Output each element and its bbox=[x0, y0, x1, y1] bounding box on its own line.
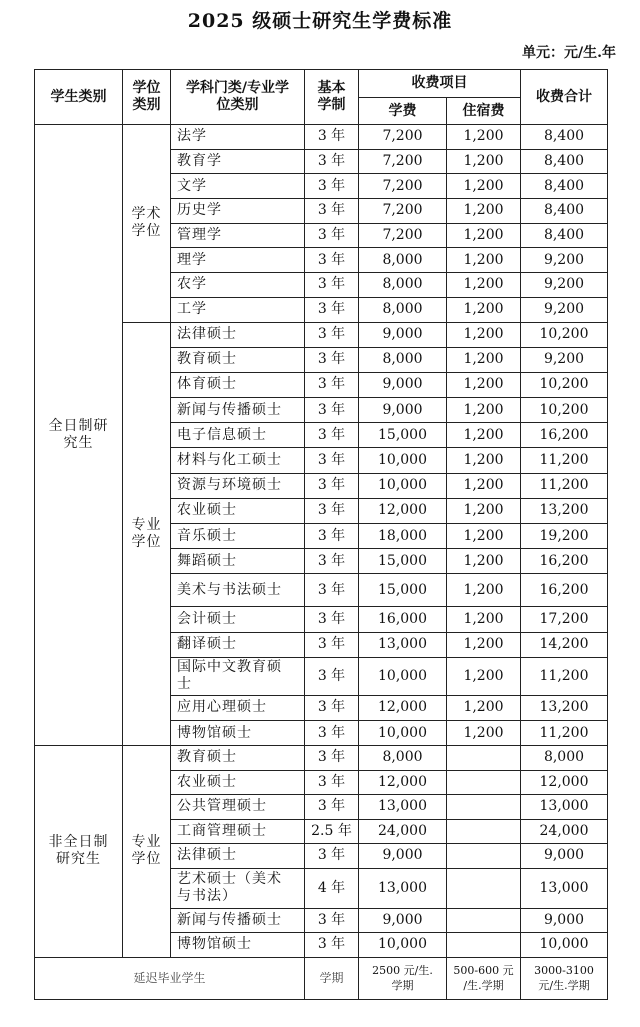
subject-cell: 新闻与传播硕士 bbox=[171, 908, 305, 933]
degree-professional: 专业 学位 bbox=[123, 322, 171, 746]
lodging-cell: 1,200 bbox=[447, 720, 521, 745]
lodging-cell: 1,200 bbox=[447, 524, 521, 549]
subject-cell: 翻译硕士 bbox=[171, 632, 305, 657]
duration-cell: 3 年 bbox=[305, 125, 359, 150]
subject-cell: 美术与书法硕士 bbox=[171, 574, 305, 607]
lodging-cell bbox=[447, 868, 521, 908]
duration-cell: 3 年 bbox=[305, 574, 359, 607]
duration-cell: 3 年 bbox=[305, 770, 359, 795]
total-cell: 16,200 bbox=[521, 423, 608, 448]
total-cell: 11,200 bbox=[521, 720, 608, 745]
subject-cell: 教育硕士 bbox=[171, 347, 305, 372]
duration-cell: 3 年 bbox=[305, 398, 359, 423]
tuition-cell: 9,000 bbox=[359, 844, 447, 869]
degree-professional-parttime: 专业 学位 bbox=[123, 746, 171, 958]
subject-cell: 农业硕士 bbox=[171, 770, 305, 795]
subject-cell: 电子信息硕士 bbox=[171, 423, 305, 448]
tuition-cell: 16,000 bbox=[359, 607, 447, 632]
total-cell: 8,400 bbox=[521, 174, 608, 199]
tuition-cell: 8,000 bbox=[359, 297, 447, 322]
duration-cell: 3 年 bbox=[305, 174, 359, 199]
lodging-cell bbox=[447, 770, 521, 795]
duration-cell: 3 年 bbox=[305, 448, 359, 473]
lodging-cell bbox=[447, 908, 521, 933]
lodging-cell bbox=[447, 819, 521, 844]
duration-cell: 3 年 bbox=[305, 248, 359, 273]
tuition-cell: 10,000 bbox=[359, 473, 447, 498]
duration-cell: 3 年 bbox=[305, 632, 359, 657]
duration-cell: 3 年 bbox=[305, 746, 359, 771]
lodging-cell: 1,200 bbox=[447, 473, 521, 498]
total-cell: 13,200 bbox=[521, 498, 608, 523]
lodging-cell: 1,200 bbox=[447, 448, 521, 473]
subject-cell: 艺术硕士（美术 与书法） bbox=[171, 868, 305, 908]
duration-cell: 3 年 bbox=[305, 347, 359, 372]
table-row bbox=[35, 746, 608, 771]
delayed-duration: 学期 bbox=[305, 957, 359, 999]
duration-cell: 4 年 bbox=[305, 868, 359, 908]
tuition-cell: 7,200 bbox=[359, 223, 447, 248]
duration-cell: 3 年 bbox=[305, 695, 359, 720]
total-cell: 12,000 bbox=[521, 770, 608, 795]
tuition-cell: 9,000 bbox=[359, 322, 447, 347]
duration-cell: 3 年 bbox=[305, 607, 359, 632]
subject-cell: 法学 bbox=[171, 125, 305, 150]
subject-cell: 体育硕士 bbox=[171, 372, 305, 397]
subject-cell: 音乐硕士 bbox=[171, 524, 305, 549]
duration-cell: 3 年 bbox=[305, 423, 359, 448]
total-cell: 16,200 bbox=[521, 549, 608, 574]
duration-cell: 3 年 bbox=[305, 498, 359, 523]
duration-cell: 3 年 bbox=[305, 720, 359, 745]
lodging-cell: 1,200 bbox=[447, 125, 521, 150]
subject-cell: 资源与环境硕士 bbox=[171, 473, 305, 498]
total-cell: 9,200 bbox=[521, 347, 608, 372]
subject-cell: 应用心理硕士 bbox=[171, 695, 305, 720]
duration-cell: 3 年 bbox=[305, 549, 359, 574]
tuition-cell: 9,000 bbox=[359, 908, 447, 933]
subject-cell: 新闻与传播硕士 bbox=[171, 398, 305, 423]
lodging-cell: 1,200 bbox=[447, 423, 521, 448]
lodging-cell: 1,200 bbox=[447, 223, 521, 248]
duration-cell: 3 年 bbox=[305, 524, 359, 549]
lodging-cell bbox=[447, 746, 521, 771]
group-parttime: 非全日制 研究生 bbox=[35, 746, 123, 958]
lodging-cell: 1,200 bbox=[447, 574, 521, 607]
lodging-cell bbox=[447, 933, 521, 958]
duration-cell: 3 年 bbox=[305, 199, 359, 224]
total-cell: 9,000 bbox=[521, 908, 608, 933]
delayed-lodging: 500-600 元 /生.学期 bbox=[447, 957, 521, 999]
tuition-cell: 7,200 bbox=[359, 149, 447, 174]
total-cell: 9,200 bbox=[521, 248, 608, 273]
lodging-cell: 1,200 bbox=[447, 199, 521, 224]
total-cell: 13,000 bbox=[521, 868, 608, 908]
lodging-cell: 1,200 bbox=[447, 657, 521, 695]
subject-cell: 管理学 bbox=[171, 223, 305, 248]
header-fee-items: 收费项目 bbox=[359, 70, 521, 98]
table-row-delayed bbox=[35, 957, 608, 999]
tuition-cell: 13,000 bbox=[359, 632, 447, 657]
tuition-cell: 12,000 bbox=[359, 770, 447, 795]
subject-cell: 博物馆硕士 bbox=[171, 933, 305, 958]
lodging-cell: 1,200 bbox=[447, 248, 521, 273]
lodging-cell: 1,200 bbox=[447, 372, 521, 397]
lodging-cell: 1,200 bbox=[447, 149, 521, 174]
subject-cell: 历史学 bbox=[171, 199, 305, 224]
total-cell: 11,200 bbox=[521, 657, 608, 695]
total-cell: 19,200 bbox=[521, 524, 608, 549]
table-row bbox=[35, 125, 608, 150]
total-cell: 17,200 bbox=[521, 607, 608, 632]
subject-cell: 国际中文教育硕 士 bbox=[171, 657, 305, 695]
tuition-cell: 8,000 bbox=[359, 248, 447, 273]
total-cell: 9,200 bbox=[521, 297, 608, 322]
duration-cell: 3 年 bbox=[305, 473, 359, 498]
subject-cell: 公共管理硕士 bbox=[171, 795, 305, 820]
tuition-cell: 8,000 bbox=[359, 746, 447, 771]
lodging-cell bbox=[447, 844, 521, 869]
total-cell: 11,200 bbox=[521, 448, 608, 473]
tuition-cell: 15,000 bbox=[359, 549, 447, 574]
fee-table bbox=[34, 69, 608, 1000]
duration-cell: 3 年 bbox=[305, 223, 359, 248]
subject-cell: 教育学 bbox=[171, 149, 305, 174]
duration-cell: 3 年 bbox=[305, 657, 359, 695]
total-cell: 9,000 bbox=[521, 844, 608, 869]
duration-cell: 3 年 bbox=[305, 795, 359, 820]
duration-cell: 3 年 bbox=[305, 273, 359, 298]
delayed-total: 3000-3100 元/生.学期 bbox=[521, 957, 608, 999]
tuition-cell: 13,000 bbox=[359, 795, 447, 820]
tuition-cell: 7,200 bbox=[359, 125, 447, 150]
total-cell: 16,200 bbox=[521, 574, 608, 607]
tuition-cell: 7,200 bbox=[359, 174, 447, 199]
lodging-cell: 1,200 bbox=[447, 322, 521, 347]
degree-academic: 学术 学位 bbox=[123, 125, 171, 323]
duration-cell: 3 年 bbox=[305, 844, 359, 869]
duration-cell: 3 年 bbox=[305, 933, 359, 958]
duration-cell: 3 年 bbox=[305, 149, 359, 174]
total-cell: 13,200 bbox=[521, 695, 608, 720]
total-cell: 8,400 bbox=[521, 199, 608, 224]
tuition-cell: 10,000 bbox=[359, 933, 447, 958]
tuition-cell: 15,000 bbox=[359, 423, 447, 448]
tuition-cell: 18,000 bbox=[359, 524, 447, 549]
total-cell: 14,200 bbox=[521, 632, 608, 657]
lodging-cell: 1,200 bbox=[447, 607, 521, 632]
total-cell: 10,000 bbox=[521, 933, 608, 958]
subject-cell: 会计硕士 bbox=[171, 607, 305, 632]
total-cell: 8,400 bbox=[521, 223, 608, 248]
tuition-cell: 10,000 bbox=[359, 448, 447, 473]
unit-label: 单元：元/生.年 bbox=[522, 45, 616, 61]
duration-cell: 3 年 bbox=[305, 372, 359, 397]
subject-cell: 农学 bbox=[171, 273, 305, 298]
tuition-cell: 24,000 bbox=[359, 819, 447, 844]
duration-cell: 2.5 年 bbox=[305, 819, 359, 844]
lodging-cell bbox=[447, 795, 521, 820]
subject-cell: 材料与化工硕士 bbox=[171, 448, 305, 473]
total-cell: 8,400 bbox=[521, 149, 608, 174]
subject-cell: 法律硕士 bbox=[171, 322, 305, 347]
duration-cell: 3 年 bbox=[305, 297, 359, 322]
lodging-cell: 1,200 bbox=[447, 695, 521, 720]
header-total: 收费合计 bbox=[521, 70, 608, 125]
delayed-tuition: 2500 元/生. 学期 bbox=[359, 957, 447, 999]
tuition-cell: 8,000 bbox=[359, 273, 447, 298]
lodging-cell: 1,200 bbox=[447, 498, 521, 523]
subject-cell: 工学 bbox=[171, 297, 305, 322]
tuition-cell: 9,000 bbox=[359, 398, 447, 423]
total-cell: 11,200 bbox=[521, 473, 608, 498]
total-cell: 10,200 bbox=[521, 398, 608, 423]
total-cell: 13,000 bbox=[521, 795, 608, 820]
tuition-cell: 12,000 bbox=[359, 695, 447, 720]
header-tuition: 学费 bbox=[359, 98, 447, 125]
header-subject: 学科门类/专业学 位类别 bbox=[171, 70, 305, 125]
subject-cell: 文学 bbox=[171, 174, 305, 199]
page-title: 2025 级硕士研究生学费标准 bbox=[187, 10, 453, 32]
header-duration: 基本 学制 bbox=[305, 70, 359, 125]
total-cell: 24,000 bbox=[521, 819, 608, 844]
subject-cell: 博物馆硕士 bbox=[171, 720, 305, 745]
tuition-cell: 13,000 bbox=[359, 868, 447, 908]
subject-cell: 农业硕士 bbox=[171, 498, 305, 523]
total-cell: 8,000 bbox=[521, 746, 608, 771]
total-cell: 10,200 bbox=[521, 322, 608, 347]
lodging-cell: 1,200 bbox=[447, 174, 521, 199]
total-cell: 10,200 bbox=[521, 372, 608, 397]
lodging-cell: 1,200 bbox=[447, 297, 521, 322]
header-degree-type: 学位 类别 bbox=[123, 70, 171, 125]
subject-cell: 教育硕士 bbox=[171, 746, 305, 771]
subject-cell: 理学 bbox=[171, 248, 305, 273]
total-cell: 9,200 bbox=[521, 273, 608, 298]
group-fulltime: 全日制研 究生 bbox=[35, 125, 123, 746]
tuition-cell: 9,000 bbox=[359, 372, 447, 397]
duration-cell: 3 年 bbox=[305, 908, 359, 933]
subject-cell: 法律硕士 bbox=[171, 844, 305, 869]
lodging-cell: 1,200 bbox=[447, 347, 521, 372]
lodging-cell: 1,200 bbox=[447, 549, 521, 574]
lodging-cell: 1,200 bbox=[447, 273, 521, 298]
subject-cell: 舞蹈硕士 bbox=[171, 549, 305, 574]
duration-cell: 3 年 bbox=[305, 322, 359, 347]
tuition-cell: 10,000 bbox=[359, 720, 447, 745]
subject-cell: 工商管理硕士 bbox=[171, 819, 305, 844]
delayed-label: 延迟毕业学生 bbox=[35, 957, 305, 999]
tuition-cell: 15,000 bbox=[359, 574, 447, 607]
header-lodging: 住宿费 bbox=[447, 98, 521, 125]
lodging-cell: 1,200 bbox=[447, 632, 521, 657]
total-cell: 8,400 bbox=[521, 125, 608, 150]
tuition-cell: 12,000 bbox=[359, 498, 447, 523]
tuition-cell: 8,000 bbox=[359, 347, 447, 372]
tuition-cell: 7,200 bbox=[359, 199, 447, 224]
lodging-cell: 1,200 bbox=[447, 398, 521, 423]
header-student-type: 学生类别 bbox=[35, 70, 123, 125]
tuition-cell: 10,000 bbox=[359, 657, 447, 695]
